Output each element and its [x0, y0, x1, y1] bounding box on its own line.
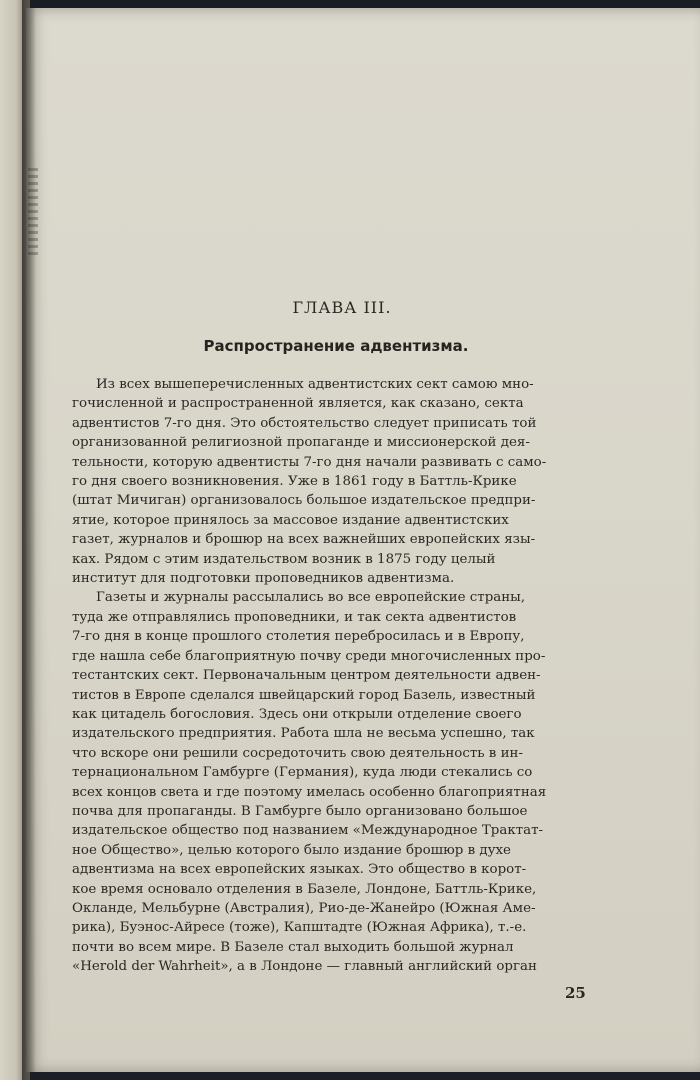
text-line: организованной религиозной пропаганде и миссионерской дея-: [72, 435, 530, 451]
chapter-title: ГЛАВА III.: [292, 298, 392, 317]
text-line: Окланде, Мельбурне (Австралия), Рио-де-Жанейро (Южная Аме-: [72, 900, 536, 916]
page-text: [72, 298, 600, 977]
text-line: кое время основало отделения в Базеле, Лондоне, Баттль-Крике,: [72, 881, 537, 897]
text-line: «Herold der Wahrheit», а в Лондоне — главный английский орган: [72, 959, 537, 975]
text-line: рика), Буэнос-Айресе (тоже), Капштадте (Южная Африка), т.-е.: [72, 920, 527, 936]
text-line: Газеты и журналы рассылались во все европейские страны,: [96, 590, 526, 606]
text-line: всех концов света и где поэтому имелась особенно благоприятная: [72, 784, 547, 800]
text-line: институт для подготовки проповедников адвентизма.: [72, 571, 455, 587]
text-line: го дня своего возникновения. Уже в 1861 году в Баттль-Крике: [72, 474, 517, 490]
text-line: тернациональном Гамбурге (Германия), куда люди стекались со: [72, 765, 533, 781]
text-line: газет, журналов и брошюр на всех важнейших европейских язы-: [72, 532, 536, 548]
paragraph-1: [72, 375, 600, 588]
page-number: 25: [565, 984, 586, 1002]
text-line: тестантских сект. Первоначальным центром деятельности адвен-: [72, 668, 541, 684]
text-line: (штат Мичиган) организовалось большое издательское предпри-: [72, 493, 536, 509]
text-line: ках. Рядом с этим издательством возник в 1875 году целый: [72, 551, 496, 567]
text-line: тистов в Европе сделался швейцарский город Базель, известный: [72, 687, 536, 703]
text-line: издательское общество под названием «Международное Трактат-: [72, 823, 544, 839]
section-heading: Распространение адвентизма.: [203, 337, 469, 355]
text-line: адвентизма на всех европейских языках. Это общество в корот-: [72, 862, 527, 878]
text-line: издательского предприятия. Работа шла не весьма успешно, так: [72, 726, 535, 742]
text-line: туда же отправлялись проповедники, и так секта адвентистов: [72, 609, 517, 625]
paragraph-2: [72, 588, 600, 976]
text-line: тельности, которую адвентисты 7-го дня начали развивать с само-: [72, 454, 547, 470]
spine-shadow: [22, 0, 36, 1080]
text-line: адвентистов 7-го дня. Это обстоятельство следует приписать той: [72, 415, 537, 431]
text-line: ное Общество», целью которого было издание брошюр в духе: [72, 842, 511, 858]
text-line: почти во всем мире. В Базеле стал выходить большой журнал: [72, 939, 514, 955]
text-line: Из всех вышеперечисленных адвентистских сект самою мно-: [96, 377, 534, 392]
text-line: почва для пропаганды. В Гамбурге было организовано большое: [72, 803, 528, 819]
text-line: 7-го дня в конце прошлого столетия перебросилась и в Европу,: [72, 629, 525, 645]
text-line: где нашла себе благоприятную почву среди многочисленных про-: [72, 648, 546, 664]
text-line: ятие, которое принялось за массовое издание адвентистских: [72, 512, 509, 528]
text-line: гочисленной и распространенной является, как сказано, секта: [72, 396, 524, 412]
text-line: что вскоре они решили сосредоточить свою деятельность в ин-: [72, 745, 523, 761]
text-line: как цитадель богословия. Здесь они открыли отделение своего: [72, 706, 522, 722]
